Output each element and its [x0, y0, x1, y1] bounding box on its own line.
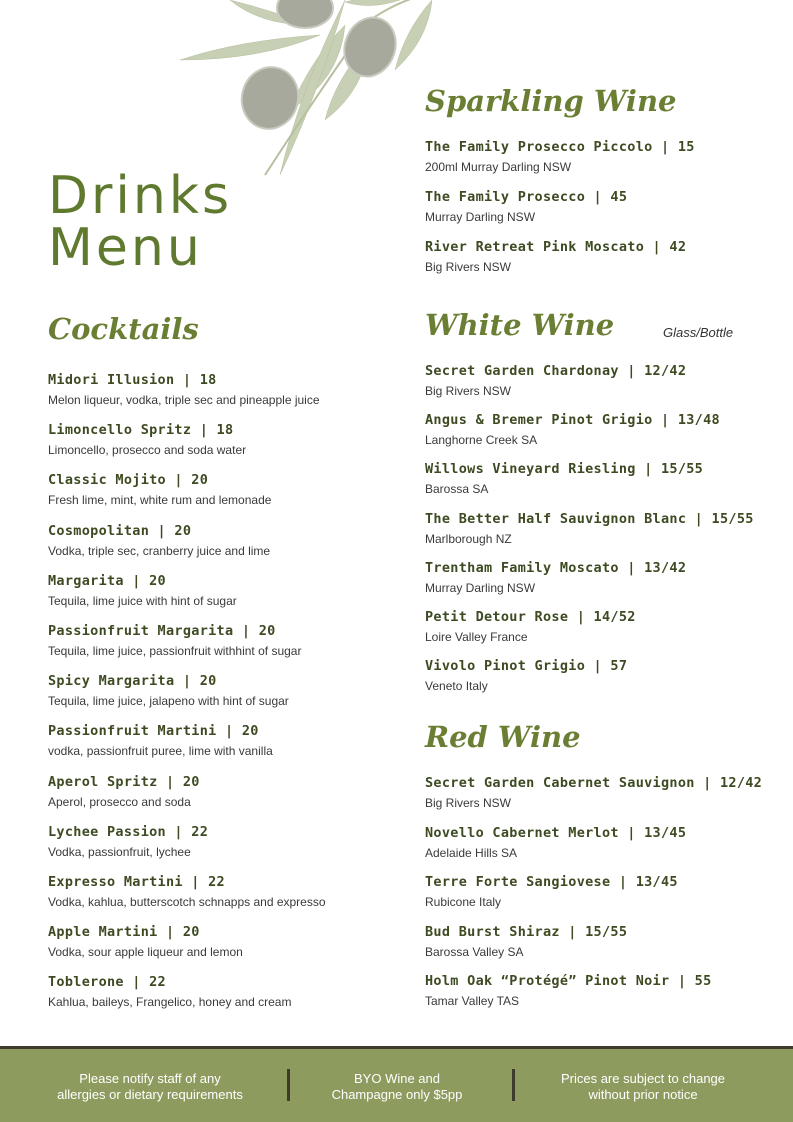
footer-allergy-note	[40, 1071, 260, 1103]
glass-bottle-note: Glass/Bottle	[663, 325, 734, 340]
menu-item-description: vodka, passionfruit puree, lime with vanilla	[48, 744, 273, 759]
menu-item-description: Fresh lime, mint, white rum and lemonade	[48, 493, 272, 508]
menu-item-description: 200ml Murray Darling NSW	[425, 160, 572, 174]
menu-item-name: Classic Mojito | 20	[48, 472, 209, 489]
menu-item	[425, 511, 754, 546]
menu-item-description: Rubicone Italy	[425, 895, 502, 909]
menu-item-name: Holm Oak “Protégé” Pinot Noir | 55	[425, 973, 712, 989]
menu-item-description: Veneto Italy	[425, 679, 488, 694]
footer-allergy-line-1: Please notify staff of any	[79, 1071, 221, 1086]
menu-item-name: Angus & Bremer Pinot Grigio | 13/48	[425, 412, 720, 429]
menu-item	[425, 139, 695, 174]
footer-byo-line-2: Champagne only $5pp	[331, 1087, 463, 1102]
menu-item	[425, 874, 678, 909]
menu-item	[425, 560, 686, 595]
title-line-2: Menu	[48, 218, 203, 278]
menu-item-name: Aperol Spritz | 20	[48, 773, 200, 790]
menu-item-description: Vodka, passionfruit, lychee	[48, 844, 191, 859]
menu-item	[48, 623, 301, 658]
footer-bar	[0, 1046, 793, 1122]
white-heading: White Wine	[425, 308, 615, 342]
menu-item-name: Toblerone | 22	[48, 974, 166, 991]
menu-item	[48, 723, 273, 758]
menu-item-name: Trentham Family Moscato | 13/42	[425, 559, 687, 576]
menu-item-name: Bud Burst Shiraz | 15/55	[425, 923, 628, 940]
menu-item-description: Barossa Valley SA	[425, 944, 524, 959]
menu-item-description: Big Rivers NSW	[425, 384, 512, 398]
menu-item-name: Cosmopolitan | 20	[48, 522, 192, 539]
menu-item-description: Big Rivers NSW	[425, 796, 512, 810]
menu-item-description: Langhorne Creek SA	[425, 433, 538, 448]
menu-item-description: Loire Valley France	[425, 630, 528, 644]
title-line-1: Drinks	[48, 166, 233, 226]
menu-item-name: Margarita | 20	[48, 572, 166, 589]
menu-item-description: Barossa SA	[425, 482, 489, 497]
menu-item-name: Vivolo Pinot Grigio | 57	[425, 658, 628, 675]
menu-item-description: Big Rivers NSW	[425, 260, 512, 274]
menu-title	[48, 166, 233, 278]
leaf-shape	[345, 0, 400, 6]
menu-item	[48, 372, 320, 407]
menu-item-name: Novello Cabernet Merlot | 13/45	[425, 824, 687, 841]
menu-item-name: The Family Prosecco Piccolo | 15	[425, 139, 695, 155]
menu-item	[425, 775, 762, 810]
menu-item-description: Vodka, kahlua, butterscotch schnapps and expresso	[48, 895, 326, 909]
footer-byo-line-1: BYO Wine and	[354, 1071, 440, 1086]
menu-item-name: Lychee Passion | 22	[48, 823, 209, 840]
menu-item-description: Tequila, lime juice with hint of sugar	[48, 593, 237, 608]
menu-item-name: The Family Prosecco | 45	[425, 189, 628, 205]
footer-prices-line-1: Prices are subject to change	[560, 1071, 726, 1086]
menu-item-description: Adelaide Hills SA	[425, 845, 518, 860]
menu-item	[425, 924, 627, 959]
footer-divider	[512, 1069, 515, 1101]
menu-item-name: Secret Garden Cabernet Sauvignon | 12/42	[425, 775, 763, 791]
menu-item-description: Murray Darling NSW	[425, 210, 536, 224]
menu-item	[425, 658, 627, 693]
menu-item-name: Passionfruit Martini | 20	[48, 723, 259, 740]
menu-item-description: Melon liqueur, vodka, triple sec and pineapple juice	[48, 393, 320, 407]
leaf-shape	[395, 0, 432, 70]
menu-item-description: Vodka, triple sec, cranberry juice and lime	[48, 543, 271, 558]
menu-item	[425, 825, 686, 860]
menu-item-name: Midori Illusion | 18	[48, 372, 217, 388]
menu-item	[425, 239, 686, 274]
menu-item	[425, 609, 636, 644]
menu-item-description: Tamar Valley TAS	[425, 994, 520, 1008]
menu-item	[425, 412, 720, 447]
menu-item	[48, 924, 243, 959]
menu-item	[48, 422, 246, 457]
menu-item	[48, 523, 270, 558]
menu-item	[48, 774, 200, 809]
menu-item-name: Apple Martini | 20	[48, 924, 200, 941]
menu-item	[48, 472, 271, 507]
sparkling-heading: Sparkling Wine	[425, 84, 677, 118]
menu-item	[48, 673, 289, 708]
menu-item-description: Kahlua, baileys, Frangelico, honey and cream	[48, 995, 292, 1010]
menu-item-name: Expresso Martini | 22	[48, 874, 225, 890]
menu-item-name: The Better Half Sauvignon Blanc | 15/55	[425, 510, 754, 527]
menu-item-description: Marlborough NZ	[425, 531, 512, 546]
menu-item-name: River Retreat Pink Moscato | 42	[425, 239, 687, 255]
footer-divider	[287, 1069, 290, 1101]
leaf-shape	[180, 35, 320, 60]
olive-shape	[277, 0, 333, 28]
menu-item-name: Limoncello Spritz | 18	[48, 422, 234, 439]
red-heading: Red Wine	[425, 720, 581, 754]
menu-item	[48, 824, 208, 859]
menu-item-description: Aperol, prosecco and soda	[48, 794, 191, 809]
menu-item	[48, 573, 237, 608]
menu-item-name: Willows Vineyard Riesling | 15/55	[425, 461, 704, 478]
footer-allergy-line-2: allergies or dietary requirements	[57, 1087, 243, 1102]
menu-item-description: Limoncello, prosecco and soda water	[48, 443, 247, 458]
footer-byo-note	[307, 1071, 487, 1103]
menu-item-description: Tequila, lime juice, passionfruit withhint of sugar	[48, 644, 302, 658]
menu-item	[425, 461, 703, 496]
cocktails-heading: Cocktails	[48, 312, 199, 346]
menu-item-name: Passionfruit Margarita | 20	[48, 623, 276, 639]
menu-item	[48, 874, 326, 909]
menu-item-description: Tequila, lime juice, jalapeno with hint of sugar	[48, 694, 289, 709]
menu-item-name: Secret Garden Chardonay | 12/42	[425, 363, 687, 379]
menu-item	[425, 189, 627, 224]
menu-item-description: Vodka, sour apple liqueur and lemon	[48, 945, 243, 960]
menu-item-description: Murray Darling NSW	[425, 580, 536, 595]
menu-item	[425, 363, 686, 398]
footer-prices-note	[533, 1071, 753, 1103]
menu-item-name: Terre Forte Sangiovese | 13/45	[425, 874, 678, 890]
menu-item-name: Spicy Margarita | 20	[48, 673, 217, 690]
menu-item	[48, 974, 291, 1009]
menu-item	[425, 973, 712, 1008]
footer-prices-line-2: without prior notice	[588, 1087, 698, 1102]
menu-item-name: Petit Detour Rose | 14/52	[425, 609, 636, 625]
olive-branch-illustration	[170, 0, 440, 180]
